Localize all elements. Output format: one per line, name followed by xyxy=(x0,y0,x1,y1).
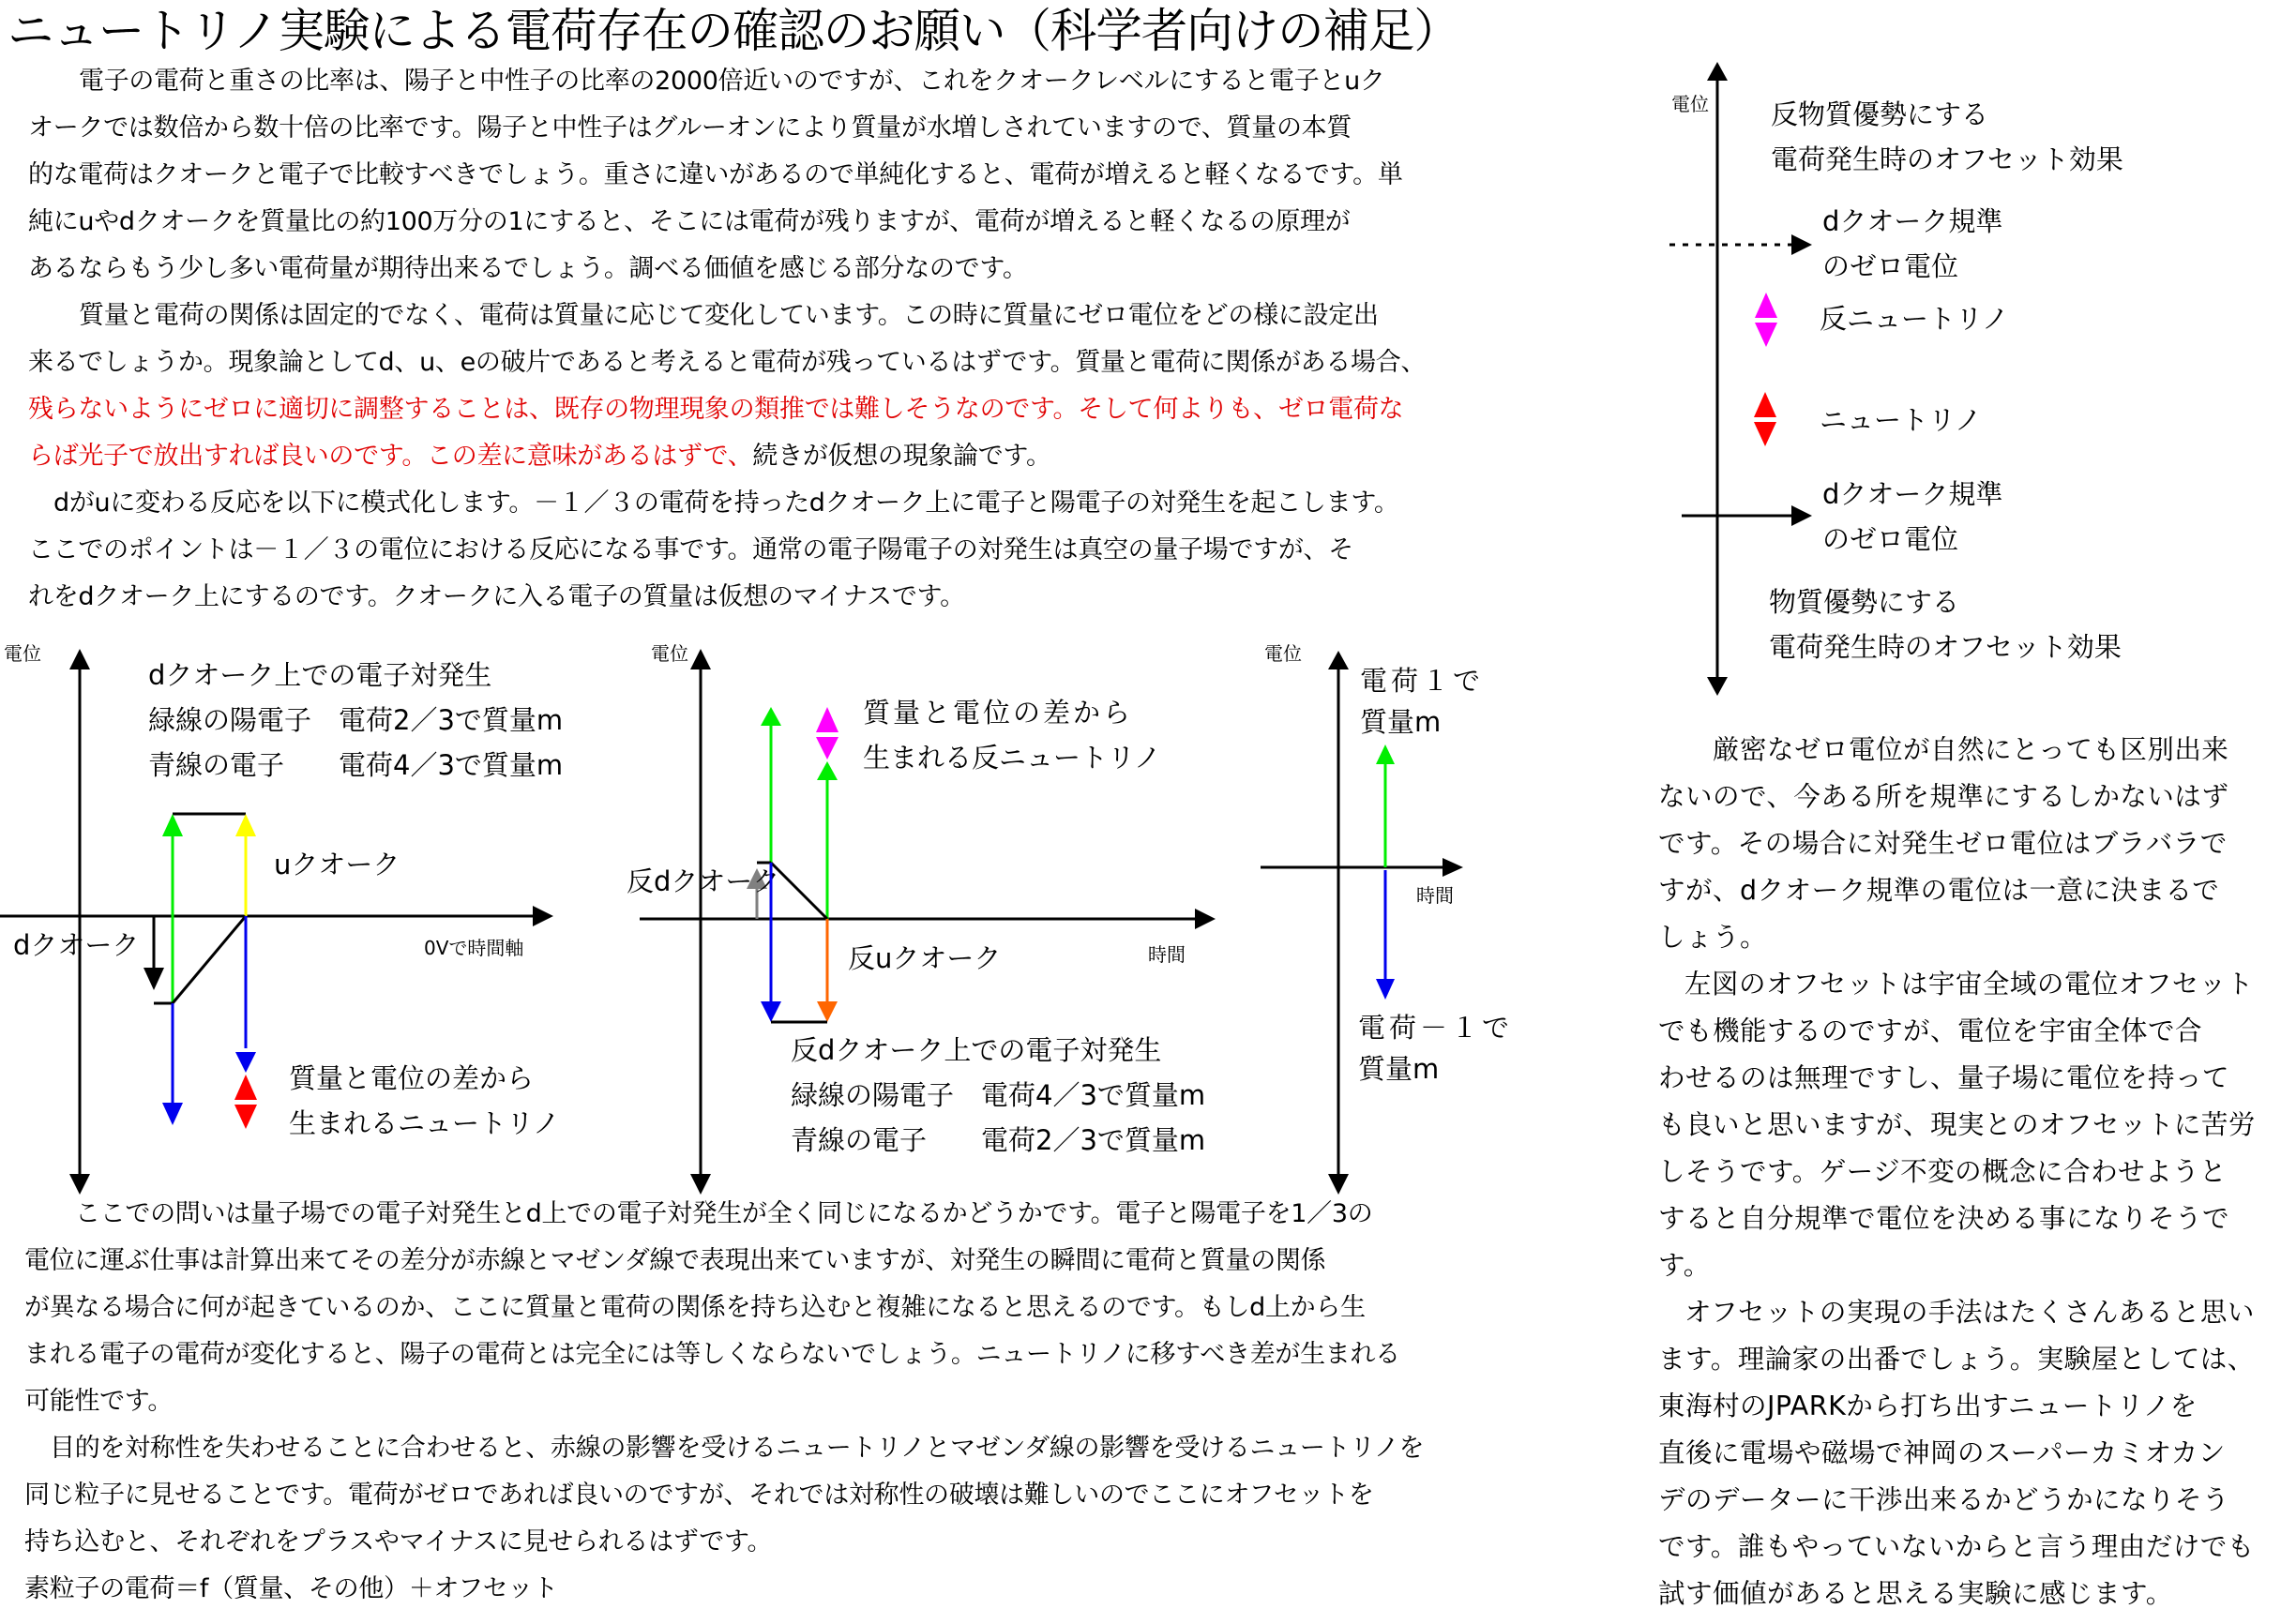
x-axis-label: 0Vで時間軸 xyxy=(424,937,524,959)
side-line: 試す価値があると思える実験に感じます。 xyxy=(1658,1578,2173,1609)
matter-label: 物質優勢にする xyxy=(1769,586,1960,618)
x-axis-arrow-icon xyxy=(1443,858,1463,877)
electron-arrow-icon xyxy=(235,1052,256,1073)
reaction-line: れをdクオーク上にするのです。クオークに入る電子の質量は仮想のマイナスです。 xyxy=(28,582,965,611)
emphasis-red-text: らば光子で放出すれば良いのです。この差に意味があるはずで、 xyxy=(28,442,753,471)
diagram-vacuum-pair-production xyxy=(1238,628,1632,1200)
mass-charge-line: 来るでしょうか。現象論としてd、u、eの破片であると考えると電荷が残っているはずです。質量と電荷に関係がある場合、 xyxy=(28,348,1427,377)
x-axis-label: 時間 xyxy=(1416,884,1454,907)
x-axis-arrow-icon xyxy=(533,906,553,926)
side-line: しそうです。ゲージ不変の概念に合わせようと xyxy=(1658,1156,2228,1187)
u-quark-arrow-icon xyxy=(235,814,256,836)
electron-arrow-icon xyxy=(761,1001,781,1022)
mass-charge-paragraph xyxy=(28,293,1426,480)
diagram-offset-zero-potential xyxy=(1632,47,2281,713)
y-axis-down-arrow-icon xyxy=(1707,677,1728,696)
side-line: でも機能するのですが、電位を宇宙全体で合 xyxy=(1658,1015,2203,1046)
page-title: ニュートリノ実験による電荷存在の確認のお願い（科学者向けの補足） xyxy=(8,4,1459,58)
side-paragraph-zero-potential xyxy=(1658,727,2228,961)
antineutrino-diamond-icon xyxy=(1755,293,1777,347)
purpose-line: 目的を対称性を失わせることに合わせると、赤線の影響を受けるニュートリノとマゼンダ線の影響を受けるニュートリノを xyxy=(50,1434,1425,1463)
purpose-paragraph xyxy=(24,1425,1424,1613)
anti-u-quark-arrow-icon xyxy=(817,1001,838,1022)
neutrino-label: ニュートリノ xyxy=(1820,404,1982,436)
side-line: すると自分規準で電位を決める事になりそうで xyxy=(1658,1203,2230,1234)
y-axis-up-arrow-icon xyxy=(69,649,90,669)
blue-line-legend: 青線の電子 電荷4／3で質量m xyxy=(148,749,564,781)
antimatter-label: 電荷発生時のオフセット効果 xyxy=(1771,143,2123,175)
d-zero-upper-label: のゼロ電位 xyxy=(1822,250,1959,282)
side-line: も良いと思いますが、現実とのオフセットに苦労 xyxy=(1658,1109,2256,1140)
question-line: まれる電子の電荷が変化すると、陽子の電荷とは完全には等しくならないでしょう。ニュートリノに移すべき差が生まれる xyxy=(24,1340,1400,1369)
diagram-anti-d-quark-pair-production xyxy=(619,628,1257,1200)
positron-arrow-icon xyxy=(761,707,781,726)
d-quark-arrow-icon xyxy=(144,968,164,990)
reaction-paragraph xyxy=(28,480,1399,621)
formula: 素粒子の電荷＝f（質量、その他）＋オフセット xyxy=(24,1574,558,1603)
y-axis-label: 電位 xyxy=(1671,93,1709,115)
d-quark-label: dクオーク xyxy=(13,929,140,961)
y-axis-label: 電位 xyxy=(651,642,688,665)
side-line: ないので、今ある所を規準にするしかないはず xyxy=(1658,781,2229,812)
side-line: です。誰もやっていないからと言う理由だけでも xyxy=(1658,1531,2255,1562)
side-line: 直後に電場や磁場で神岡のスーパーカミオカン xyxy=(1658,1437,2226,1468)
d-to-u-transition-line xyxy=(173,916,246,1003)
intro-paragraph xyxy=(28,58,1403,293)
diagram-title: dクオーク上での電子対発生 xyxy=(148,659,492,691)
upper-label: 電荷１で xyxy=(1360,665,1485,697)
side-line: す。 xyxy=(1658,1250,1711,1281)
y-axis-up-arrow-icon xyxy=(690,649,711,669)
x-axis-arrow-icon xyxy=(1195,909,1216,929)
antimatter-label: 反物質優勢にする xyxy=(1771,98,1989,130)
neutrino-diamond-icon xyxy=(1754,392,1776,446)
emphasis-red-line: 残らないようにゼロに適切に調整することは、既存の物理現象の類推では難しそうなのです。そして何よりも、ゼロ電荷な xyxy=(28,395,1404,424)
side-line: しょう。 xyxy=(1658,922,1768,953)
intro-line: あるならもう少し多い電荷量が期待出来るでしょう。調べる価値を感じる部分なのです。 xyxy=(28,254,1028,283)
question-line: が異なる場合に何が起きているのか、ここに質量と電荷の関係を持ち込むと複雑になると思えるのです。もしd上から生 xyxy=(24,1293,1366,1322)
side-line: 東海村のJPARKから打ち出すニュートリノを xyxy=(1658,1391,2198,1421)
positron-arrow-icon xyxy=(1376,744,1395,764)
purpose-line: 同じ粒子に見せることです。電荷がゼロであれば良いのですが、それでは対称性の破壊は難しいのでここにオフセットを xyxy=(24,1481,1374,1510)
intro-line: 純にuやdクオークを質量比の約100万分の1にすると、そこには電荷が残りますが、電荷が増えると軽くなるの原理が xyxy=(28,207,1351,236)
y-axis-up-arrow-icon xyxy=(1328,651,1349,669)
green-line-legend: 緑線の陽電子 電荷4／3で質量m xyxy=(791,1079,1206,1111)
y-axis-label: 電位 xyxy=(4,642,41,665)
side-paragraph-experiment xyxy=(1658,1289,2255,1617)
d-zero-upper-label: dクオーク規準 xyxy=(1822,205,2003,237)
question-paragraph xyxy=(24,1191,1400,1425)
y-axis-label: 電位 xyxy=(1264,642,1302,665)
mass-charge-tail: 続きが仮想の現象論です。 xyxy=(752,442,1051,471)
side-line: すが、dクオーク規準の電位は一意に決まるで xyxy=(1658,875,2220,906)
neutrino-diamond-icon xyxy=(234,1075,257,1129)
side-line: わせるのは無理ですし、量子場に電位を持って xyxy=(1658,1062,2230,1093)
question-line: 電位に運ぶ仕事は計算出来てその差分が赤線とマゼンダ線で表現出来ていますが、対発生の瞬間に電荷と質量の関係 xyxy=(24,1246,1326,1275)
neutrino-label: 生まれるニュートリノ xyxy=(289,1107,560,1139)
reaction-line: dがuに変わる反応を以下に模式化します。－１／３の電荷を持ったdクオーク上に電子と陽電子の対発生を起こします。 xyxy=(53,489,1399,518)
purpose-line: 持ち込むと、それぞれをプラスやマイナスに見せられるはずです。 xyxy=(24,1527,773,1556)
side-line: です。その場合に対発生ゼロ電位はブラバラで xyxy=(1658,828,2228,859)
positron-arrow-icon xyxy=(817,761,838,780)
electron-arrow-icon xyxy=(1376,979,1395,1000)
question-line: 可能性です。 xyxy=(24,1387,174,1416)
question-line: ここでの問いは量子場での電子対発生とd上での電子対発生が全く同じになるかどうかです。電子と陽電子を1／3の xyxy=(75,1199,1373,1228)
anti-d-quark-label: 反dクオーク xyxy=(627,865,780,897)
mass-charge-line: 質量と電荷の関係は固定的でなく、電荷は質量に応じて変化しています。この時に質量にゼロ電位をどの様に設定出 xyxy=(79,301,1379,330)
side-line: ます。理論家の出番でしょう。実験屋としては、 xyxy=(1658,1344,2255,1375)
side-paragraph-offset xyxy=(1658,961,2256,1289)
antineutrino-label: 質量と電位の差から xyxy=(863,697,1134,729)
reaction-line: ここでのポイントは－１／３の電位における反応になる事です。通常の電子陽電子の対発生は真空の量子場ですが、そ xyxy=(28,535,1353,564)
side-line: 左図のオフセットは宇宙全域の電位オフセット xyxy=(1684,969,2254,1000)
electron-arrow-icon xyxy=(162,1103,183,1125)
antineutrino-label: 反ニュートリノ xyxy=(1820,303,2009,335)
matter-label: 電荷発生時のオフセット効果 xyxy=(1769,631,2122,663)
antineutrino-label: 生まれる反ニュートリノ xyxy=(863,742,1161,774)
intro-line: オークでは数倍から数十倍の比率です。陽子と中性子はグルーオンにより質量が水増しされていますので、質量の本質 xyxy=(28,113,1352,143)
d-zero-lower-label: dクオーク規準 xyxy=(1822,478,2003,510)
positron-arrow-icon xyxy=(162,814,183,836)
zero-potential-arrow-icon xyxy=(1791,234,1812,255)
lower-label: 電荷－１で xyxy=(1358,1012,1514,1044)
diagram-title: 反dクオーク上での電子対発生 xyxy=(791,1034,1162,1066)
green-line-legend: 緑線の陽電子 電荷2／3で質量m xyxy=(148,704,564,736)
zero-potential-arrow-icon xyxy=(1791,505,1812,526)
blue-line-legend: 青線の電子 電荷2／3で質量m xyxy=(791,1124,1206,1156)
anti-u-quark-label: 反uクオーク xyxy=(848,942,1002,974)
side-line: オフセットの実現の手法はたくさんあると思い xyxy=(1684,1297,2255,1328)
u-quark-label: uクオーク xyxy=(274,849,400,880)
neutrino-label: 質量と電位の差から xyxy=(289,1062,535,1094)
lower-label: 質量m xyxy=(1358,1053,1440,1085)
intro-line: 的な電荷はクオークと電子で比較すべきでしょう。重さに違いがあるので単純化すると、電荷が増えると軽くなるです。単 xyxy=(28,160,1403,189)
side-line: デのデーターに干渉出来るかどうかになりそう xyxy=(1658,1484,2230,1515)
diagram-d-quark-pair-production xyxy=(0,628,638,1200)
upper-label: 質量m xyxy=(1360,706,1442,738)
antineutrino-diamond-icon xyxy=(816,707,838,759)
d-zero-lower-label: のゼロ電位 xyxy=(1822,523,1959,555)
intro-line: 電子の電荷と重さの比率は、陽子と中性子の比率の2000倍近いのですが、これをクオークレベルにすると電子とuク xyxy=(79,67,1385,96)
side-line: 厳密なゼロ電位が自然にとっても区別出来 xyxy=(1713,734,2229,765)
x-axis-label: 時間 xyxy=(1148,943,1186,966)
